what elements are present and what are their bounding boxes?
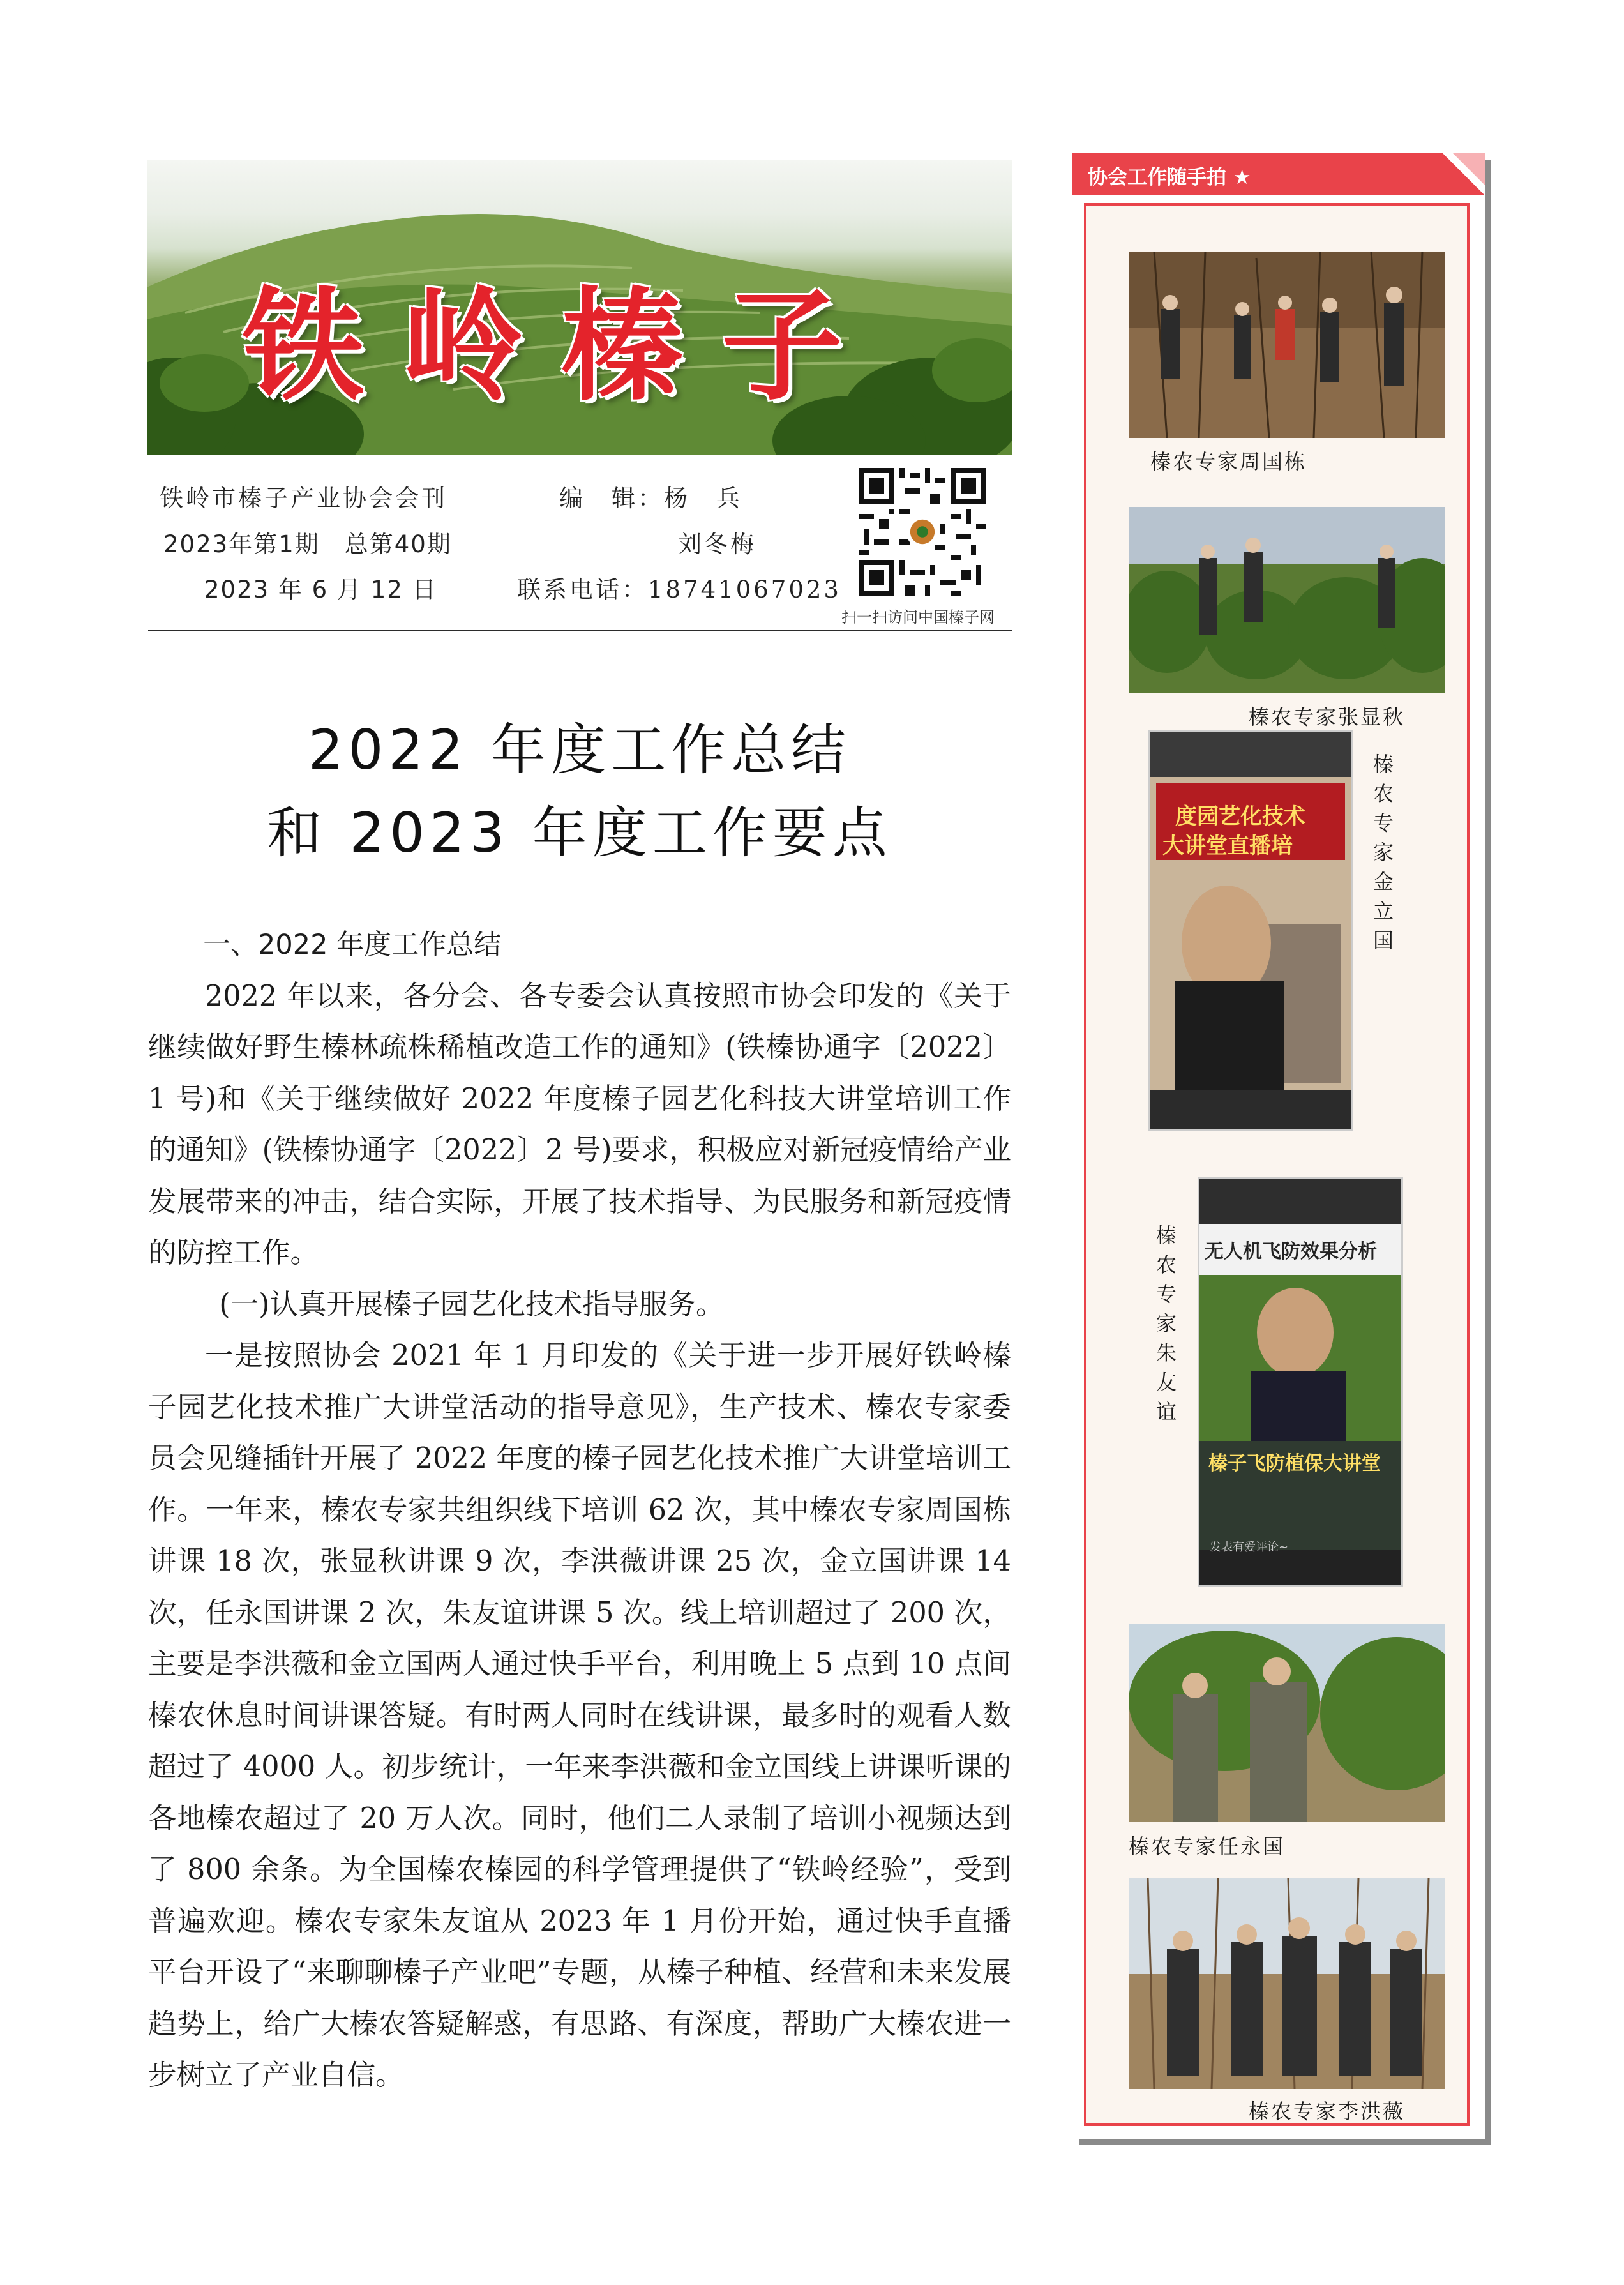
photo-li-hongwei	[1129, 1878, 1445, 2089]
contact-phone: 联系电话：18741067023	[517, 576, 841, 603]
paragraph-1: 2022 年以来，各分会、各专委会认真按照市协会印发的《关于继续做好野生榛林疏株稀植改造工作的通知》(铁榛协通字〔2022〕1 号)和《关于继续做好 2022 年度榛子园艺化科技大讲堂培训工作的通知》(铁榛协通字〔2022〕2 号)要求，积极应对新冠疫情给产业发展带来的冲击，结合实际，开展了技术指导、为民服务和新冠疫情的防控工作。	[148, 979, 1011, 1269]
photo-ren-yongguo	[1129, 1624, 1445, 1822]
orchard-photo-icon	[1129, 1878, 1445, 2089]
qr-code-icon	[859, 468, 986, 596]
qr-code[interactable]	[859, 468, 986, 596]
article-body	[148, 919, 1011, 2102]
caption-4: 榛农专家朱友谊	[1155, 1223, 1177, 1424]
masthead-title: 铁岭榛子	[243, 276, 882, 417]
qr-caption: 扫一扫访问中国榛子网	[841, 608, 995, 626]
caption-2: 榛农专家张显秋	[1249, 705, 1406, 729]
phone1-banner-top: 度园艺化技术	[1175, 804, 1305, 829]
live-stream-screenshot-1	[1148, 730, 1353, 1131]
orchard-photo-icon	[1129, 1624, 1445, 1822]
headline-line-1: 2022 年度工作总结	[308, 718, 852, 782]
section-heading: 一、2022 年度工作总结	[203, 929, 502, 961]
sidebar-title: 协会工作随手拍 ★	[1088, 166, 1251, 189]
live-stream-screenshot-2	[1198, 1177, 1403, 1587]
phone2-banner-top: 无人机飞防效果分析	[1205, 1241, 1377, 1263]
orchard-photo-icon	[1129, 252, 1445, 438]
masthead-divider	[148, 630, 1012, 631]
editor-second: 刘冬梅	[678, 531, 756, 558]
phone2-comment-hint: 发表有爱评论~	[1210, 1541, 1289, 1554]
sidebar-header	[1072, 153, 1485, 195]
photo-zhou-guodong	[1129, 252, 1445, 438]
orchard-photo-icon	[1129, 507, 1445, 693]
phone2-banner-bottom: 榛子飞防植保大讲堂	[1208, 1452, 1381, 1475]
sidebar-frame	[1084, 203, 1470, 2126]
caption-5: 榛农专家任永国	[1129, 1834, 1286, 1859]
phone1-banner-bottom: 大讲堂直播培	[1162, 833, 1293, 859]
editor-label: 编 辑：杨 兵	[559, 485, 742, 512]
phone-screen-icon	[1150, 732, 1351, 1129]
masthead-banner	[147, 160, 1012, 455]
caption-3: 榛农专家金立国	[1372, 752, 1394, 953]
photo-zhang-xianqiu	[1129, 507, 1445, 693]
headline-line-2: 和 2023 年度工作要点	[267, 801, 892, 865]
sidebar-panel	[1072, 153, 1485, 2139]
publisher-name: 铁岭市榛子产业协会会刊	[160, 485, 447, 512]
caption-1: 榛农专家周国栋	[1150, 449, 1307, 474]
issue-date: 2023 年 6 月 12 日	[204, 576, 437, 603]
subsection-heading: (一)认真开展榛子园艺化技术指导服务。	[219, 1288, 725, 1321]
issue-number: 2023年第1期 总第40期	[163, 531, 452, 558]
paragraph-2: 一是按照协会 2021 年 1 月印发的《关于进一步开展好铁岭榛子园艺化技术推广大讲堂活动的指导意见》，生产技术、榛农专家委员会见缝插针开展了 2022 年度的榛子园艺化技术推广大讲堂培训工作。一年来，榛农专家共组织线下培训 62 次，其中榛农专家周国栋讲课 18 次，张显秋讲课 9 次，李洪薇讲课 25 次，金立国讲课 14 次，任永国讲课 2 次，朱友谊讲课 5 次。线上培训超过了 200 次，主要是李洪薇和金立国两人通过快手平台，利用晚上 5 点到 10 点间榛农休息时间讲课答疑。有时两人同时在线讲课，最多时的观看人数超过了 4000 人。初步统计，一年来李洪薇和金立国线上讲课听课的各地榛农超过了 20 万人次。同时，他们二人录制了培训小视频达到了 800 余条。为全国榛农榛园的科学管理提供了“铁岭经验”，受到普遍欢迎。榛农专家朱友谊从 2023 年 1 月份开始，通过快手直播平台开设了“来聊聊榛子产业吧”专题，从榛子种植、经营和未来发展趋势上，给广大榛农答疑解惑，有思路、有深度，帮助广大榛农进一步树立了产业自信。	[148, 1339, 1011, 2092]
caption-6: 榛农专家李洪薇	[1249, 2099, 1406, 2123]
